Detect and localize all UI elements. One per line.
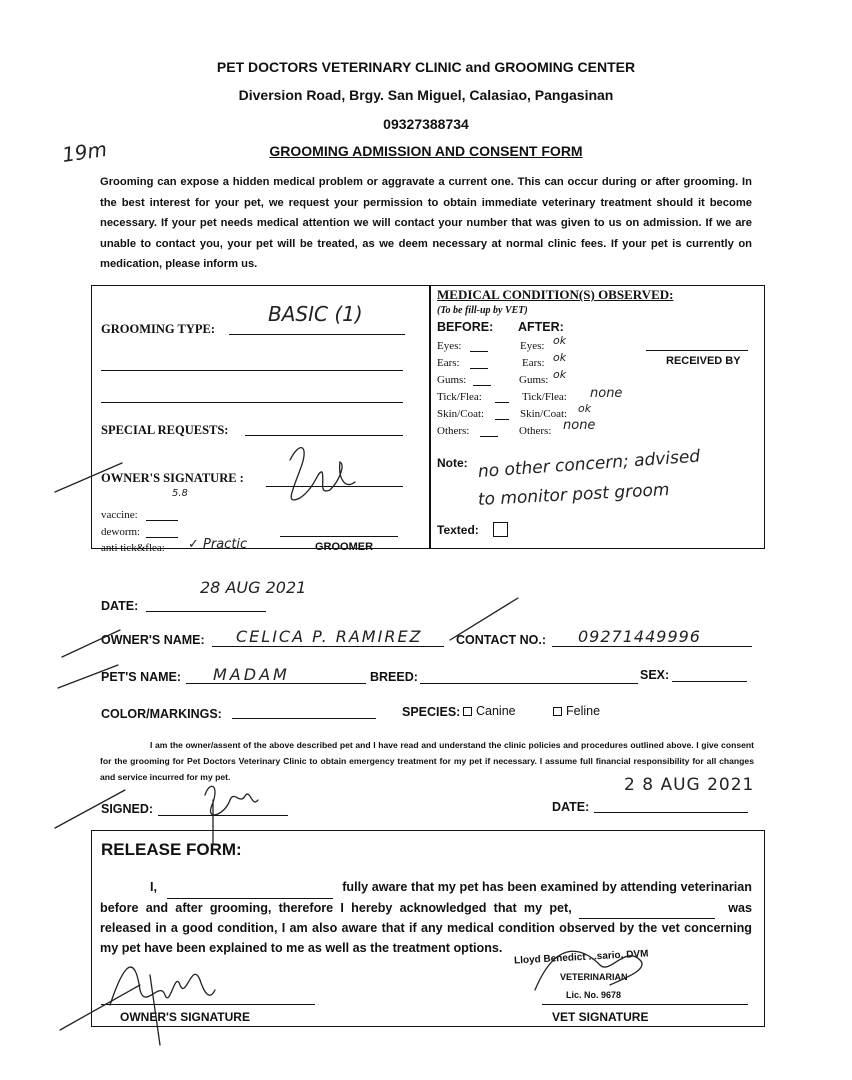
release-stroke — [60, 985, 140, 1030]
vaccine-label: vaccine: — [101, 509, 138, 521]
grooming-type-value[interactable]: BASIC (1) — [268, 302, 363, 326]
breed-label: BREED: — [370, 670, 418, 684]
after-row: Gums: — [519, 374, 549, 386]
owner-name-label: OWNER'S NAME: — [101, 633, 205, 647]
canine-label: Canine — [476, 704, 516, 718]
vet-sig-label: VET SIGNATURE — [552, 1010, 649, 1024]
texted-label: Texted: — [437, 523, 479, 537]
intro-paragraph: Grooming can expose a hidden medical problem or aggravate a current one. This can occur during or after grooming. In the best interest for your pet, we request your permission to obtain immediate veterinary treatment should it become necessary. If your pet needs medical attention we will contact your number that was given to us on admission. If we are unable to contact you, your pet will be treated, as we deem necessary at normal clinic fees. If your pet is currently on medication, please inform us. — [100, 176, 752, 270]
weight-note: 5.8 — [172, 488, 188, 499]
before-label: BEFORE: — [437, 320, 494, 334]
owner-signature-label: OWNER'S SIGNATURE : — [101, 471, 244, 485]
tick-mark-5 — [55, 790, 125, 828]
color-label: COLOR/MARKINGS: — [101, 707, 222, 721]
before-row: Others: — [437, 425, 470, 437]
consent-text: I am the owner/assent of the above described pet and I have read and understand the clinic policies and procedures outlined above. I give consent for the grooming for Pet Doctors Veterinary Clinic to obtain emergency treatment for my pet if necessary. I assume full financial responsibility for all changes and service incurred for my pet. — [100, 740, 754, 782]
after-value[interactable]: none — [563, 418, 596, 433]
tick-mark-3 — [58, 665, 118, 688]
clinic-address: Diversion Road, Brgy. San Miguel, Calasiao, Pangasinan — [238, 87, 614, 103]
consent-date-label: DATE: — [552, 800, 590, 814]
after-row: Others: — [519, 425, 552, 437]
release-owner-signature — [110, 967, 215, 1045]
before-row: Eyes: — [437, 340, 462, 352]
signed-label: SIGNED: — [101, 802, 154, 816]
anti-tick-value[interactable]: ✓ Practic — [188, 537, 248, 552]
clinic-phone: 09327388734 — [383, 116, 469, 132]
note-label: Note: — [437, 456, 468, 470]
owner-signature-scribble-1 — [290, 448, 355, 500]
tick-mark-1 — [55, 463, 122, 492]
date-value[interactable]: 28 AUG 2021 — [200, 578, 307, 597]
before-row: Skin/Coat: — [437, 408, 485, 420]
grooming-type-label: GROOMING TYPE: — [101, 322, 216, 336]
tick-mark-2 — [62, 630, 120, 657]
after-value[interactable]: none — [590, 386, 623, 401]
after-value[interactable]: ok — [553, 334, 567, 347]
release-title: RELEASE FORM: — [101, 840, 242, 859]
margin-note: 19m — [60, 136, 109, 168]
after-row: Tick/Flea: — [522, 391, 567, 403]
special-requests-label: SPECIAL REQUESTS: — [101, 423, 229, 437]
pet-name-value[interactable]: MADAM — [213, 665, 290, 684]
medical-subtitle: (To be fill-up by VET) — [437, 305, 528, 316]
medical-title: MEDICAL CONDITION(S) OBSERVED: — [437, 287, 674, 302]
vet-signature — [535, 951, 642, 990]
vet-stamp-name: Lloyd Benedict ...sario, DVM — [513, 948, 649, 967]
before-row: Tick/Flea: — [437, 391, 482, 403]
owner-name-value[interactable]: CELICA P. RAMIREZ — [236, 627, 423, 646]
release-i: I, — [150, 880, 157, 894]
release-line-2: was released in a good condition, I am also aware that if any medical condition observed by the vet concerning my pet have been explained to me as well as the treatment options. — [100, 900, 752, 955]
pet-name-label: PET'S NAME: — [101, 670, 182, 684]
before-row: Gums: — [437, 374, 467, 386]
date-label: DATE: — [101, 599, 139, 613]
consent-date-stamp: 2 8 AUG 2021 — [624, 775, 755, 795]
vet-stamp-title: VETERINARIAN — [560, 972, 628, 982]
after-row: Eyes: — [520, 340, 545, 352]
deworm-label: deworm: — [101, 526, 141, 538]
feline-label: Feline — [566, 704, 601, 718]
after-row: Skin/Coat: — [520, 408, 568, 420]
groomer-label: GROOMER — [315, 541, 374, 553]
after-value[interactable]: ok — [578, 402, 592, 415]
anti-tick-label: anti tick&flea: — [101, 542, 165, 554]
note-line-1[interactable]: no other concern; advised — [477, 446, 701, 482]
clinic-name: PET DOCTORS VETERINARY CLINIC and GROOMING CENTER — [216, 59, 636, 75]
after-value[interactable]: ok — [553, 368, 567, 381]
signed-scribble — [205, 786, 258, 845]
note-line-2[interactable]: to monitor post groom — [477, 479, 670, 510]
after-value[interactable]: ok — [553, 351, 567, 364]
tick-mark-4 — [450, 598, 518, 640]
received-by-label: RECEIVED BY — [666, 355, 741, 367]
before-row: Ears: — [437, 357, 460, 369]
after-label: AFTER: — [518, 320, 564, 334]
owner-sig-label: OWNER'S SIGNATURE — [120, 1010, 250, 1024]
after-row: Ears: — [522, 357, 545, 369]
form-title: GROOMING ADMISSION AND CONSENT FORM — [269, 143, 583, 159]
sex-label: SEX: — [640, 668, 670, 682]
vet-stamp-lic: Lic. No. 9678 — [566, 990, 622, 1000]
contact-label: CONTACT NO.: — [456, 633, 547, 647]
species-label: SPECIES: — [402, 705, 461, 719]
release-line-1: fully aware that my pet has been examined by attending veterinarian before and after grooming, therefore I hereby acknowledged that my pet, — [100, 880, 752, 915]
contact-value[interactable]: 09271449996 — [578, 627, 701, 646]
